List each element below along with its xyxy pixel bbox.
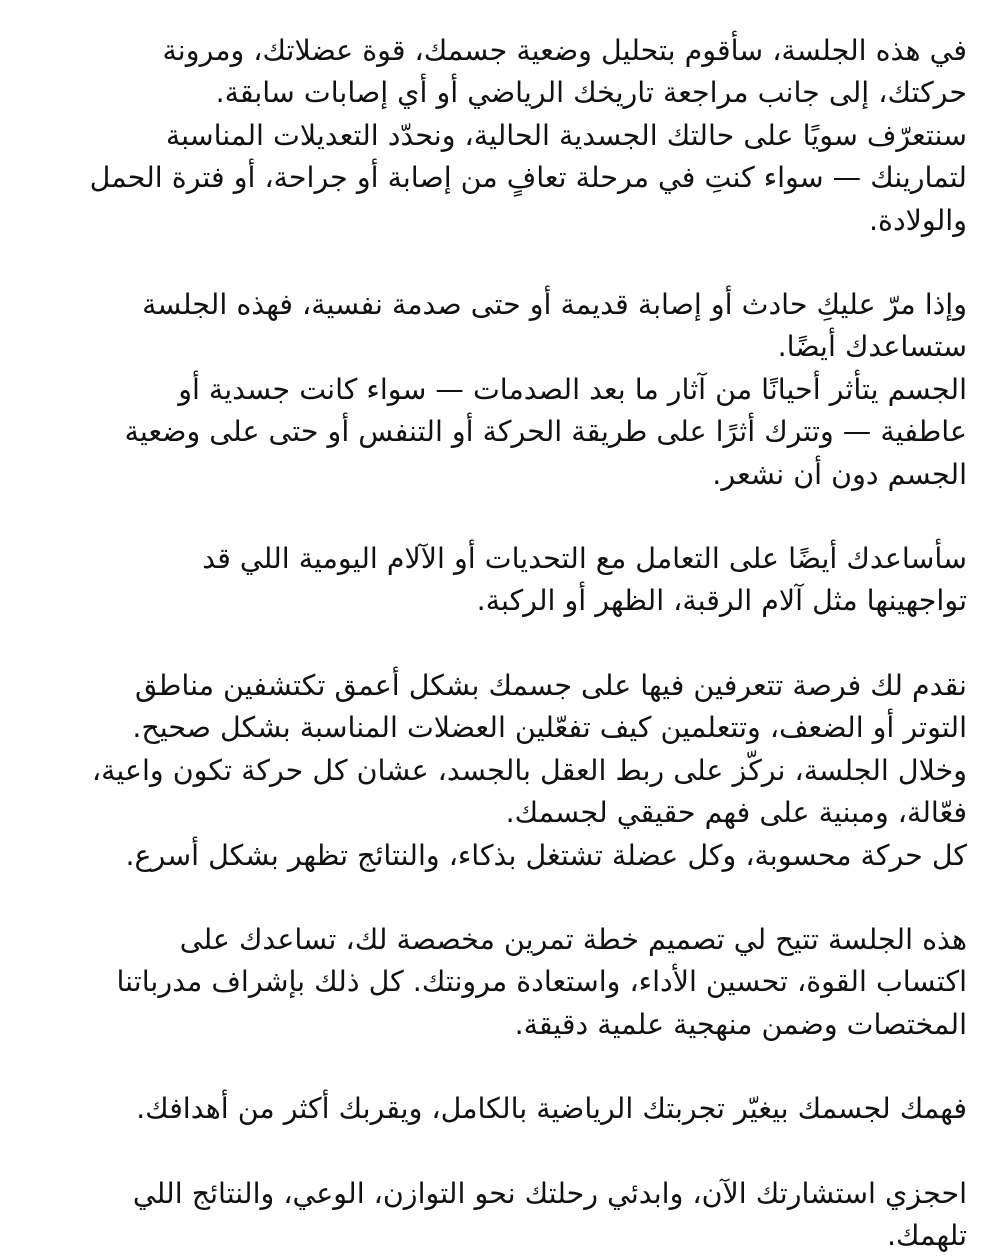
text-line: اكتساب القوة، تحسين الأداء، واستعادة مرونتك. كل ذلك بإشراف مدرباتنا <box>116 965 967 999</box>
text-line: الجسم دون أن نشعر. <box>712 457 967 491</box>
text-line: كل حركة محسوبة، وكل عضلة تشتغل بذكاء، والنتائج تظهر بشكل أسرع. <box>125 838 967 872</box>
text-line: فعّالة، ومبنية على فهم حقيقي لجسمك. <box>505 796 967 830</box>
text-line: المختصات وضمن منهجية علمية دقيقة. <box>514 1007 967 1041</box>
text-line: والولادة. <box>868 203 967 237</box>
text-line: سأساعدك أيضًا على التعامل مع التحديات أو الآلام اليومية اللي قد <box>202 542 967 576</box>
text-line: فهمك لجسمك بيغيّر تجربتك الرياضية بالكامل، ويقربك أكثر من أهدافك. <box>136 1092 967 1126</box>
text-line: لتمارينك — سواء كنتِ في مرحلة تعافٍ من إصابة أو جراحة، أو فترة الحمل <box>89 161 967 195</box>
text-line: تلهمك. <box>886 1218 967 1252</box>
text-line: ستساعدك أيضًا. <box>777 330 967 364</box>
text-line: وإذا مرّ عليكِ حادث أو إصابة قديمة أو حتى صدمة نفسية، فهذه الجلسة <box>142 288 967 322</box>
paragraph-call-to-action <box>36 1173 967 1257</box>
text-line: في هذه الجلسة، سأقوم بتحليل وضعية جسمك، قوة عضلاتك، ومرونة <box>162 34 967 67</box>
paragraph-daily-pain <box>36 538 967 623</box>
paragraph-session-analysis <box>36 30 967 242</box>
text-line: هذه الجلسة تتيح لي تصميم خطة تمرين مخصصة لك، تساعدك على <box>179 922 967 956</box>
text-line: التوتر أو الضعف، وتتعلمين كيف تفعّلين العضلات المناسبة بشكل صحيح. <box>132 711 967 745</box>
text-line: عاطفية — وتترك أثرًا على طريقة الحركة أو التنفس أو حتى على وضعية <box>124 415 967 449</box>
paragraph-understanding <box>36 1088 967 1130</box>
text-line: احجزي استشارتك الآن، وابدئي رحلتك نحو التوازن، الوعي، والنتائج اللي <box>132 1176 967 1210</box>
text-line: تواجهينها مثل آلام الرقبة، الظهر أو الركبة. <box>476 584 967 618</box>
text-line: سنتعرّف سويًا على حالتك الجسدية الحالية، ونحدّد التعديلات المناسبة <box>165 118 967 152</box>
text-line: وخلال الجلسة، نركّز على ربط العقل بالجسد، عشان كل حركة تكون واعية، <box>91 753 967 787</box>
paragraph-body-awareness <box>36 665 967 877</box>
text-line: الجسم يتأثر أحيانًا من آثار ما بعد الصدمات — سواء كانت جسدية أو <box>178 372 967 406</box>
paragraph-custom-plan <box>36 919 967 1046</box>
text-line: حركتك، إلى جانب مراجعة تاريخك الرياضي أو أي إصابات سابقة. <box>215 76 967 110</box>
text-line: نقدم لك فرصة تتعرفين فيها على جسمك بشكل أعمق تكتشفين مناطق <box>134 668 967 702</box>
paragraph-trauma-support <box>36 284 967 496</box>
